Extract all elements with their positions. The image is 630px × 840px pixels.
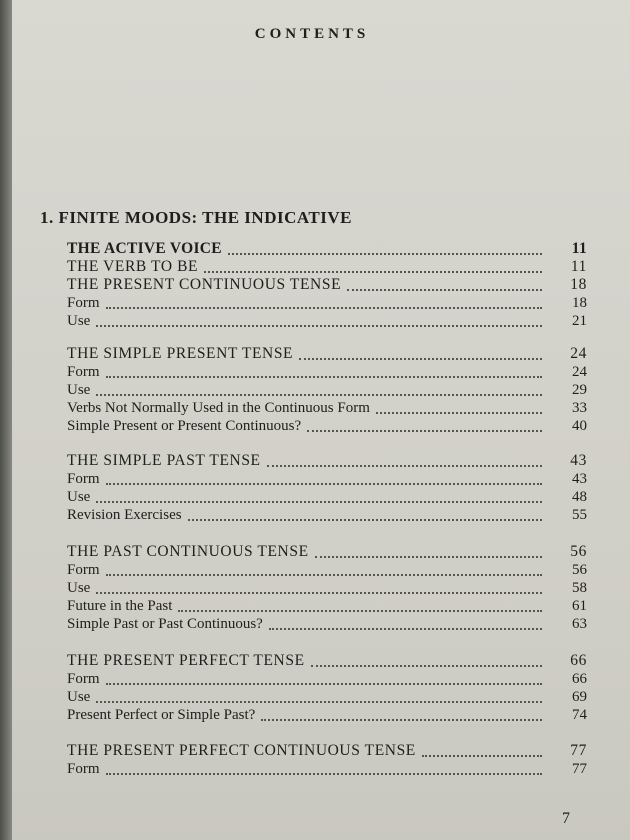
- toc-entry-title: THE PRESENT PERFECT TENSE: [67, 652, 305, 669]
- toc-entry: [67, 506, 587, 524]
- dot-leader: [228, 251, 542, 255]
- toc-section: [67, 652, 587, 724]
- toc-entry: [67, 615, 587, 633]
- toc-entry-page: 24: [570, 345, 587, 362]
- toc-entry-title: Form: [67, 671, 100, 687]
- dot-leader: [204, 269, 542, 273]
- toc-entry-page: 66: [572, 671, 587, 687]
- toc-entry: [67, 312, 587, 330]
- toc-entry: [67, 543, 587, 561]
- toc-entry: [67, 652, 587, 670]
- toc-entry: [67, 706, 587, 724]
- chapter-title: 1. FINITE MOODS: THE INDICATIVE: [40, 208, 352, 227]
- dot-leader: [376, 410, 542, 414]
- book-page: [12, 0, 630, 840]
- toc-entry-title: Use: [67, 382, 91, 398]
- dot-leader: [96, 499, 542, 503]
- toc-entry: [67, 579, 587, 597]
- dot-leader: [299, 356, 542, 360]
- toc-entry-title: THE PRESENT PERFECT CONTINUOUS TENSE: [67, 742, 416, 759]
- toc-entry-page: 21: [572, 313, 587, 329]
- toc-entry: [67, 276, 587, 294]
- toc-entry: [67, 417, 587, 435]
- toc-entry: [67, 760, 587, 778]
- dot-leader: [311, 663, 542, 667]
- toc-entry: [67, 452, 587, 470]
- toc-entry-title: Form: [67, 761, 100, 777]
- toc-entry-title: Use: [67, 580, 91, 596]
- dot-leader: [106, 481, 542, 485]
- dot-leader: [178, 608, 542, 612]
- toc-entry-title: Present Perfect or Simple Past?: [67, 707, 256, 723]
- page-number: 7: [562, 810, 570, 827]
- toc-entry-page: 29: [572, 382, 587, 398]
- toc-section: [67, 742, 587, 778]
- dot-leader: [106, 572, 542, 576]
- toc-entry-page: 56: [572, 562, 587, 578]
- toc-entry: [67, 381, 587, 399]
- toc-entry-title: Form: [67, 562, 100, 578]
- toc-entry-page: 61: [572, 598, 587, 614]
- toc-section: [67, 345, 587, 435]
- toc-entry-page: 55: [572, 507, 587, 523]
- toc-entry-title: Simple Present or Present Continuous?: [67, 418, 302, 434]
- dot-leader: [106, 771, 542, 775]
- dot-leader: [96, 392, 542, 396]
- toc-entry-title: Future in the Past: [67, 598, 173, 614]
- dot-leader: [106, 305, 542, 309]
- toc-entry-page: 63: [572, 616, 587, 632]
- toc-entry: [67, 688, 587, 706]
- toc-entry: [67, 470, 587, 488]
- contents-heading: CONTENTS: [254, 26, 370, 42]
- toc-entry-title: Simple Past or Past Continuous?: [67, 616, 263, 632]
- toc-section: [67, 452, 587, 524]
- toc-section: [67, 240, 587, 330]
- toc-entry-page: 48: [572, 489, 587, 505]
- toc-entry-page: 69: [572, 689, 587, 705]
- toc-entry: [67, 240, 587, 258]
- toc-entry-page: 58: [572, 580, 587, 596]
- toc-entry-page: 11: [571, 240, 587, 257]
- toc-entry-title: Use: [67, 489, 91, 505]
- dot-leader: [267, 463, 542, 467]
- dot-leader: [96, 590, 542, 594]
- toc-entry-title: THE ACTIVE VOICE: [67, 240, 222, 257]
- toc-entry: [67, 294, 587, 312]
- dot-leader: [315, 554, 542, 558]
- toc-entry: [67, 258, 587, 276]
- toc-entry-title: Form: [67, 364, 100, 380]
- toc-section: [67, 543, 587, 633]
- toc-entry: [67, 488, 587, 506]
- dot-leader: [261, 717, 542, 721]
- toc-entry: [67, 363, 587, 381]
- toc-entry: [67, 399, 587, 417]
- toc-entry-page: 77: [570, 742, 587, 759]
- toc-entry-page: 11: [570, 258, 587, 275]
- toc-entry-title: THE SIMPLE PAST TENSE: [67, 452, 261, 469]
- dot-leader: [422, 753, 542, 757]
- toc-entry-title: THE PRESENT CONTINUOUS TENSE: [67, 276, 342, 293]
- toc-entry-page: 33: [572, 400, 587, 416]
- dot-leader: [96, 699, 542, 703]
- dot-leader: [106, 681, 542, 685]
- dot-leader: [106, 374, 542, 378]
- dot-leader: [188, 517, 542, 521]
- dot-leader: [307, 428, 542, 432]
- toc-entry-page: 18: [572, 295, 587, 311]
- toc-entry-page: 40: [572, 418, 587, 434]
- toc-entry-page: 24: [572, 364, 587, 380]
- toc-entry-page: 43: [572, 471, 587, 487]
- toc-entry-title: THE SIMPLE PRESENT TENSE: [67, 345, 294, 362]
- toc-entry: [67, 597, 587, 615]
- dot-leader: [347, 287, 542, 291]
- toc-entry-title: Form: [67, 471, 100, 487]
- toc-entry-title: Revision Exercises: [67, 507, 182, 523]
- toc-entry: [67, 742, 587, 760]
- dot-leader: [269, 626, 542, 630]
- toc-entry-page: 66: [570, 652, 587, 669]
- toc-entry-page: 56: [570, 543, 587, 560]
- toc-entry-title: THE PAST CONTINUOUS TENSE: [67, 543, 309, 560]
- toc-entry-title: Use: [67, 313, 91, 329]
- toc-entry-title: Form: [67, 295, 100, 311]
- toc-entry: [67, 345, 587, 363]
- toc-entry-title: Verbs Not Normally Used in the Continuous Form: [67, 400, 370, 416]
- toc-entry-page: 43: [570, 452, 587, 469]
- toc-entry-title: THE VERB TO BE: [67, 258, 199, 275]
- toc-entry-page: 18: [570, 276, 587, 293]
- toc-entry-page: 74: [572, 707, 587, 723]
- page-spine-shadow: [0, 0, 12, 840]
- dot-leader: [96, 323, 542, 327]
- toc-entry: [67, 561, 587, 579]
- toc-entry: [67, 670, 587, 688]
- toc-entry-title: Use: [67, 689, 91, 705]
- toc-entry-page: 77: [572, 761, 587, 777]
